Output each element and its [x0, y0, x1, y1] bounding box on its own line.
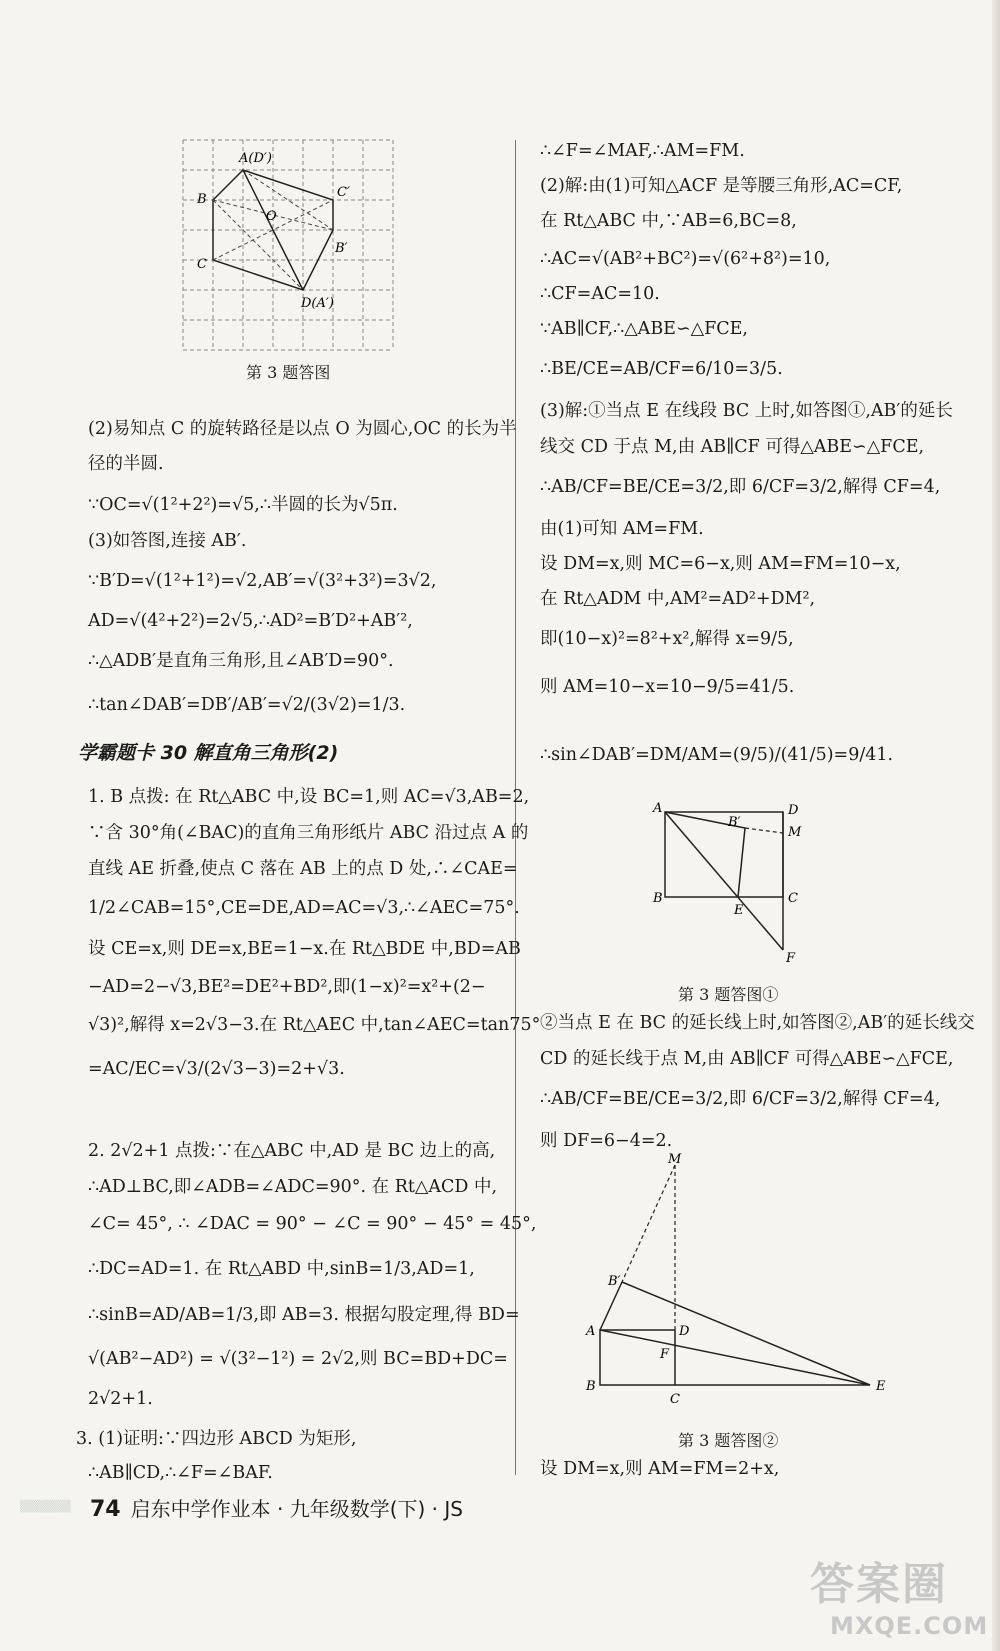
fig1-caption: 第 3 题答图: [246, 363, 331, 382]
text-line: ∴AB/CF=BE/CE=3/2,即 6/CF=3/2,解得 CF=4,: [540, 477, 941, 497]
text-line: ∵含 30°角(∠BAC)的直角三角形纸片 ABC 沿过点 A 的: [88, 823, 529, 843]
text-line: ∴tan∠DAB′=DB′/AB′=√2/(3√2)=1/3.: [88, 695, 406, 715]
text-line: 直线 AE 折叠,使点 C 落在 AB 上的点 D 处,∴∠CAE=: [88, 859, 518, 879]
text-line: (2)易知点 C 的旋转路径是以点 O 为圆心,OC 的长为半: [88, 419, 517, 439]
fig2-label-e: E: [734, 903, 744, 918]
text-line: ∠C= 45°, ∴ ∠DAC = 90° − ∠C = 90° − 45° = 45°,: [88, 1214, 537, 1234]
text-line: ∴CF=AC=10.: [540, 284, 660, 304]
fig3-label-f: F: [660, 1347, 670, 1362]
text-line: ∵OC=√(1²+2²)=√5,∴半圆的长为√5π.: [88, 495, 398, 515]
text-line: ②当点 E 在 BC 的延长线上时,如答图②,AB′的延长线交: [540, 1013, 975, 1033]
fig2-label-f: F: [786, 951, 796, 966]
text-line: √(AB²−AD²) = √(3²−1²) = 2√2,则 BC=BD+DC=: [88, 1349, 508, 1369]
text-line: ∴AB/CF=BE/CE=3/2,即 6/CF=3/2,解得 CF=4,: [540, 1089, 941, 1109]
text-line: ∴AB∥CD,∴∠F=∠BAF.: [88, 1463, 273, 1483]
text-line: ∴AD⊥BC,即∠ADB=∠ADC=90°. 在 Rt△ACD 中,: [88, 1177, 498, 1197]
fig2-label-b: B: [653, 891, 663, 906]
text-line: ∴△ADB′是直角三角形,且∠AB′D=90°.: [88, 651, 394, 671]
text-line: 1/2∠CAB=15°,CE=DE,AD=AC=√3,∴∠AEC=75°.: [88, 898, 520, 918]
fig2-label-a: A: [653, 801, 663, 816]
fig3-label-a: A: [586, 1324, 596, 1339]
text-line: CD 的延长线于点 M,由 AB∥CF 可得△ABE∽△FCE,: [540, 1049, 954, 1069]
fig3-label-c: C: [670, 1392, 680, 1407]
watermark-text: 答案圈: [810, 1559, 948, 1610]
fig1-label-b-prime: B′: [335, 241, 348, 256]
page-footer: [90, 1493, 463, 1522]
fold-figure-1: [650, 800, 850, 970]
watermark-logo: [810, 1548, 988, 1640]
text-line: 由(1)可知 AM=FM.: [540, 519, 704, 539]
text-line: 则 DF=6−4=2.: [540, 1131, 673, 1151]
fig2-label-c: C: [788, 891, 798, 906]
text-line: ∴DC=AD=1. 在 Rt△ABD 中,sinB=1/3,AD=1,: [88, 1259, 475, 1279]
book-title: 启东中学作业本 · 九年级数学(下) · JS: [130, 1497, 463, 1521]
text-line: 在 Rt△ADM 中,AM²=AD²+DM²,: [540, 589, 816, 609]
fig1-label-d: D(A′): [301, 296, 334, 311]
fig1-label-a: A(D′): [239, 151, 272, 166]
text-line: ∴AC=√(AB²+BC²)=√(6²+8²)=10,: [540, 249, 831, 269]
fig3-label-b-prime: B′: [608, 1274, 621, 1289]
text-line: 则 AM=10−x=10−9/5=41/5.: [540, 677, 795, 697]
hexagon-grid-figure: [183, 140, 398, 355]
fig3-caption: 第 3 题答图②: [678, 1431, 779, 1450]
text-line: 设 CE=x,则 DE=x,BE=1−x.在 Rt△BDE 中,BD=AB: [88, 939, 521, 959]
text-line: −AD=2−√3,BE²=DE²+BD²,即(1−x)²=x²+(2−: [88, 977, 486, 997]
text-line: 1. B 点拨: 在 Rt△ABC 中,设 BC=1,则 AC=√3,AB=2,: [88, 787, 530, 807]
text-line: 径的半圆.: [88, 454, 164, 474]
text-line: (3)解:①当点 E 在线段 BC 上时,如答图①,AB′的延长: [540, 401, 953, 421]
fold-figure-2: [586, 1152, 910, 1410]
text-line: 3. (1)证明:∵四边形 ABCD 为矩形,: [76, 1429, 357, 1449]
fig3-label-b: B: [586, 1379, 596, 1394]
text-line: AD=√(4²+2²)=2√5,∴AD²=B′D²+AB′²,: [88, 611, 413, 631]
fig2-label-d: D: [788, 803, 799, 818]
fig2-caption: 第 3 题答图①: [678, 985, 779, 1004]
text-line: =AC/EC=√3/(2√3−3)=2+√3.: [88, 1059, 345, 1079]
text-line: ∴sin∠DAB′=DM/AM=(9/5)/(41/5)=9/41.: [540, 745, 894, 765]
text-line: (3)如答图,连接 AB′.: [88, 531, 247, 551]
text-line: 在 Rt△ABC 中,∵AB=6,BC=8,: [540, 211, 797, 231]
fig3-label-m: M: [668, 1152, 682, 1167]
fig1-label-c: C: [197, 257, 207, 272]
text-line: √3)²,解得 x=2√3−3.在 Rt△AEC 中,tan∠AEC=tan75°: [88, 1015, 541, 1035]
text-line: 2. 2√2+1 点拨:∵在△ABC 中,AD 是 BC 边上的高,: [88, 1141, 496, 1161]
margin-stamp: ▒▒▒▒▒▒: [20, 1500, 71, 1513]
text-line: 即(10−x)²=8²+x²,解得 x=9/5,: [540, 629, 794, 649]
text-line: ∴sinB=AD/AB=1/3,即 AB=3. 根据勾股定理,得 BD=: [88, 1305, 520, 1325]
fig2-label-m: M: [788, 825, 802, 840]
text-line: ∴∠F=∠MAF,∴AM=FM.: [540, 141, 745, 161]
fig2-label-b-prime: B′: [728, 815, 741, 830]
text-line: 2√2+1.: [88, 1389, 153, 1409]
fig1-label-c-prime: C′: [337, 185, 350, 200]
watermark-url: MXQE.COM: [830, 1612, 989, 1640]
text-line: ∴BE/CE=AB/CF=6/10=3/5.: [540, 359, 783, 379]
fig1-label-b: B: [197, 192, 207, 207]
text-line: 设 DM=x,则 AM=FM=2+x,: [540, 1459, 780, 1479]
text-line: 线交 CD 于点 M,由 AB∥CF 可得△ABE∽△FCE,: [540, 437, 925, 457]
section-heading: 学霸题卡 30 解直角三角形(2): [78, 742, 339, 764]
fig3-label-e: E: [876, 1379, 886, 1394]
fig3-label-d: D: [679, 1324, 690, 1339]
fig1-label-o: O: [266, 209, 277, 224]
text-line: (2)解:由(1)可知△ACF 是等腰三角形,AC=CF,: [540, 176, 903, 196]
scan-edge: [992, 0, 1000, 1651]
page-number: 74: [90, 1497, 121, 1522]
text-line: ∵B′D=√(1²+1²)=√2,AB′=√(3²+3²)=3√2,: [88, 571, 437, 591]
text-line: ∵AB∥CF,∴△ABE∽△FCE,: [540, 319, 748, 339]
text-line: 设 DM=x,则 MC=6−x,则 AM=FM=10−x,: [540, 554, 901, 574]
